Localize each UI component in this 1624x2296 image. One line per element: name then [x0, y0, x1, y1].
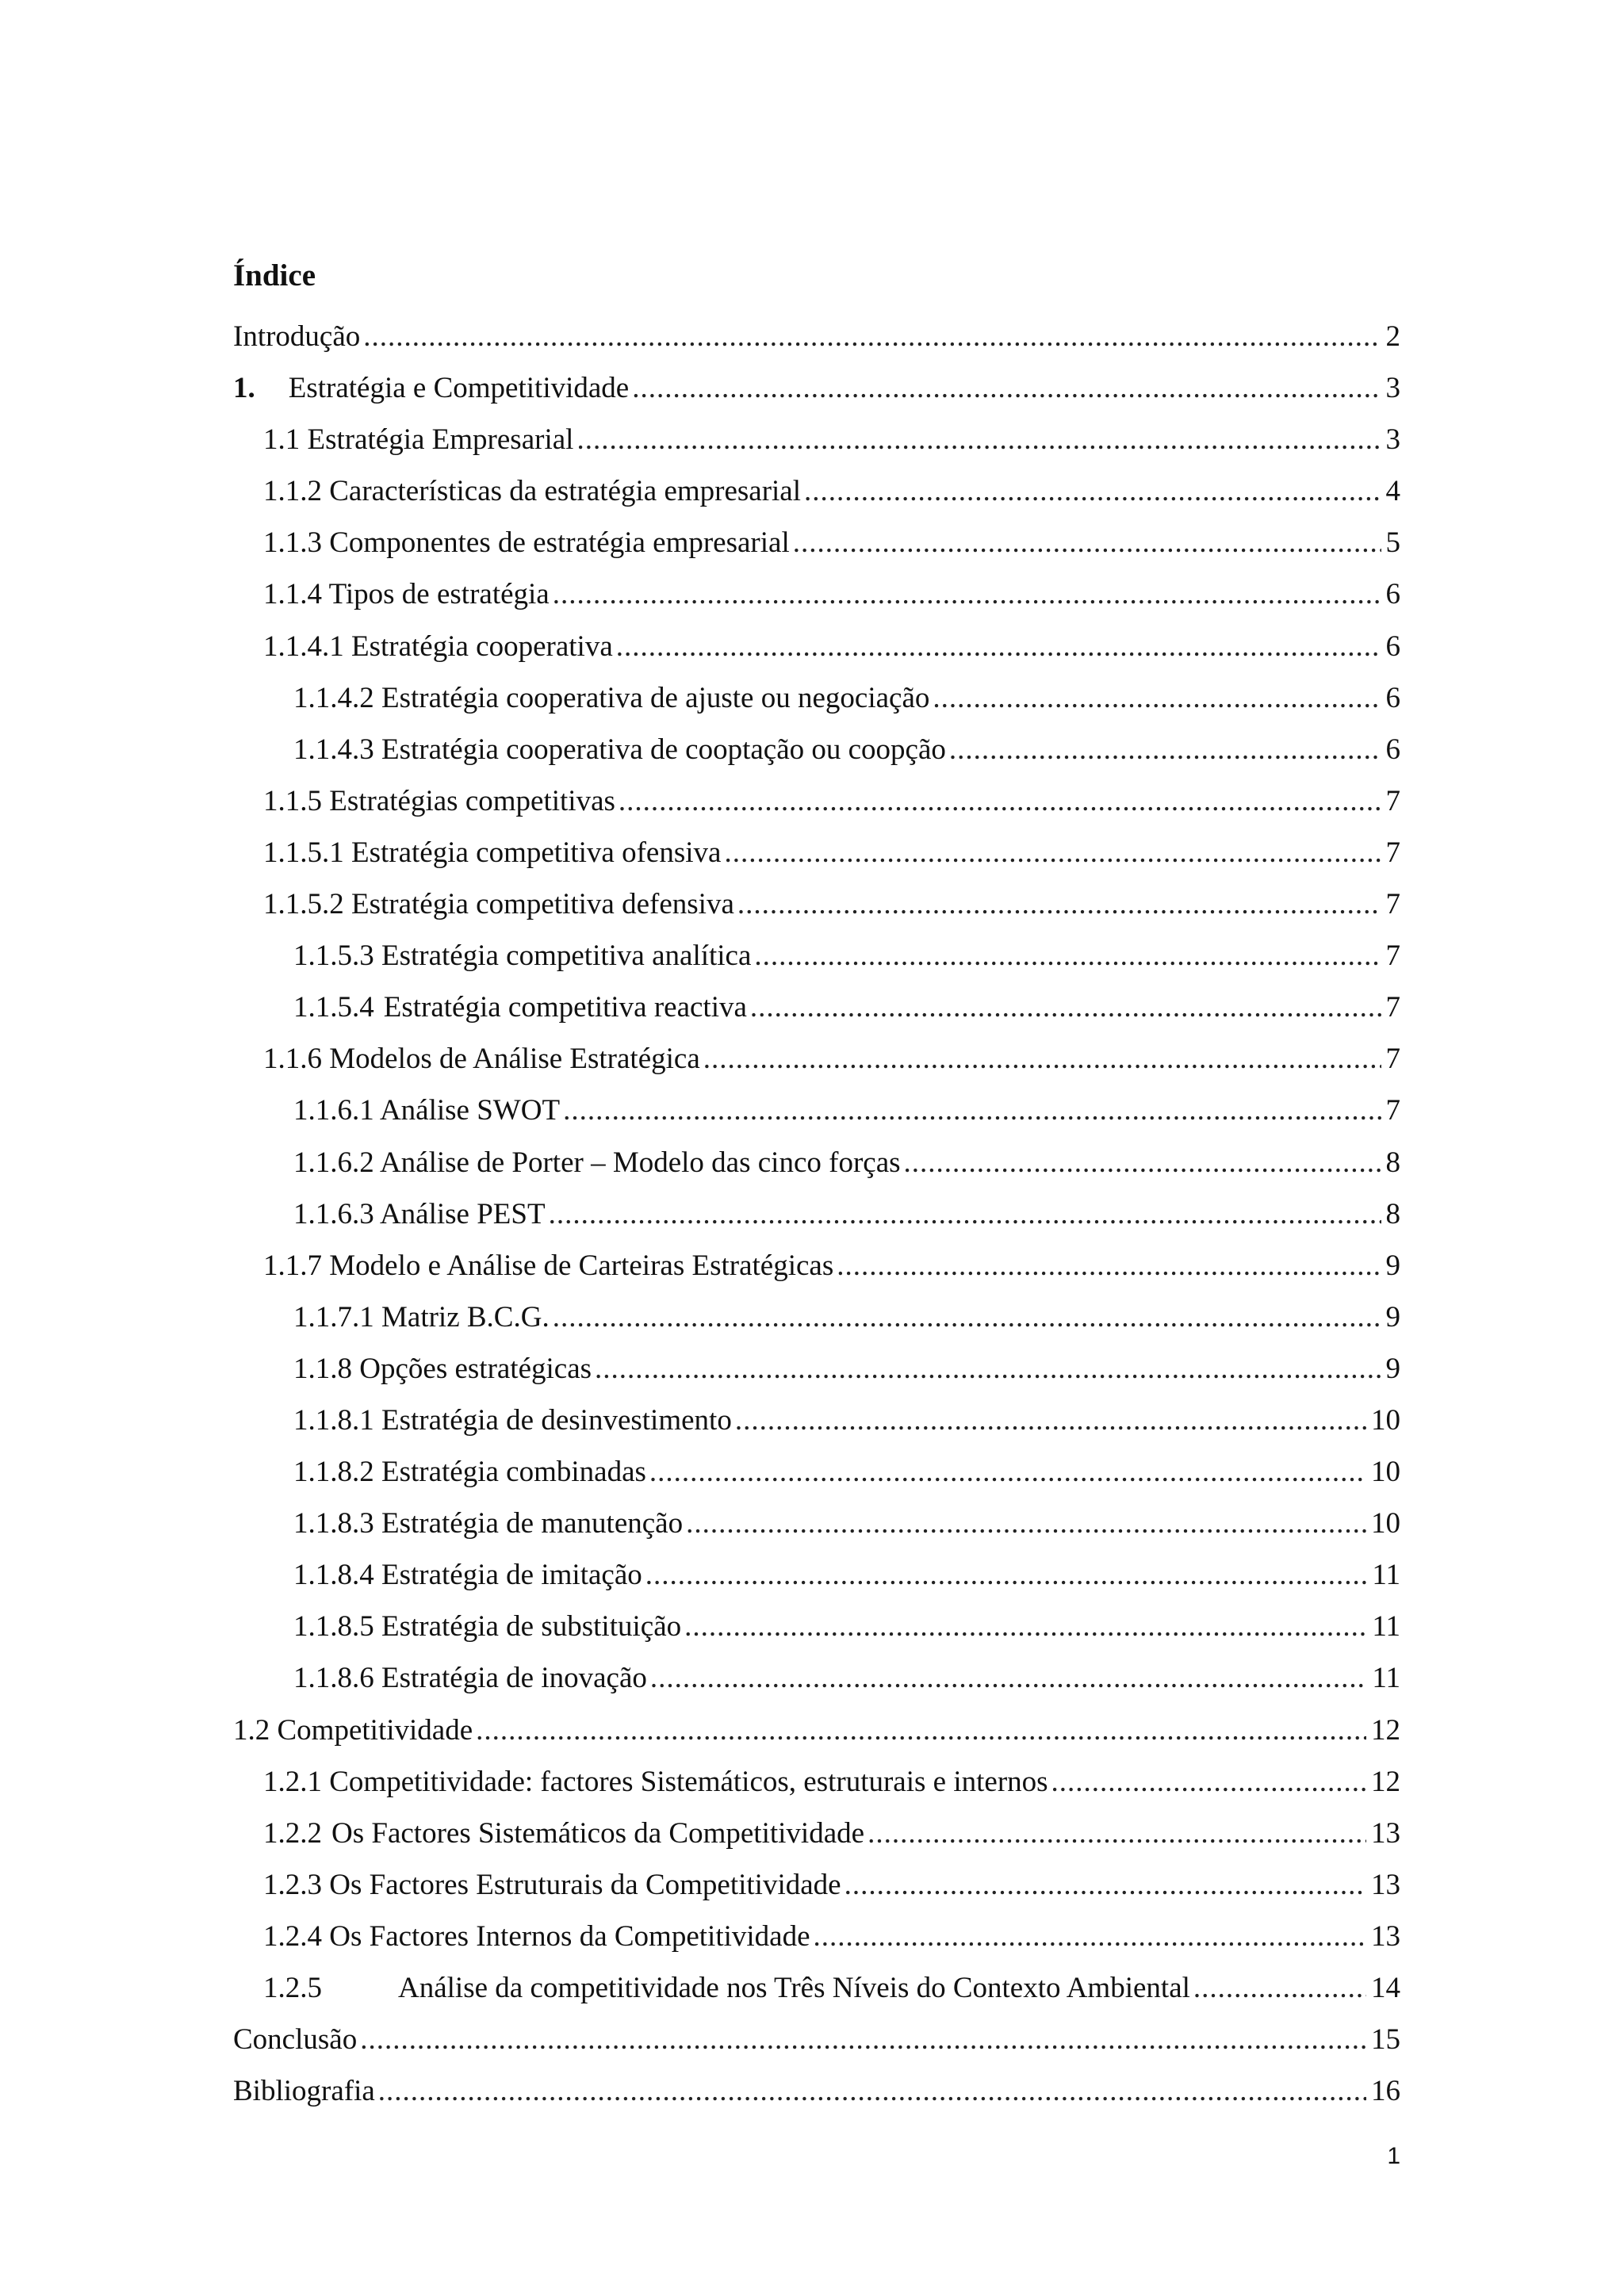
dot-leader — [904, 1137, 1381, 1188]
toc-entry-1-1-8-1[interactable] — [233, 1395, 1400, 1446]
dot-leader — [686, 1498, 1366, 1549]
toc-entry-number: 1.1.5.4 — [293, 991, 374, 1024]
dot-leader — [476, 1705, 1366, 1756]
dot-leader — [378, 2065, 1366, 2117]
toc-entry-page: 9 — [1385, 1352, 1400, 1385]
toc-entry-page: 15 — [1371, 2023, 1400, 2057]
toc-entry-1-1-8-3[interactable] — [233, 1498, 1400, 1549]
toc-entry-page: 7 — [1385, 836, 1400, 869]
toc-entry-title: 1.1.6.1 Análise SWOT — [293, 1094, 561, 1127]
toc-entry-title: 1.1.4 Tipos de estratégia — [263, 578, 550, 611]
dot-leader — [563, 1085, 1381, 1136]
toc-entry-page: 6 — [1385, 681, 1400, 714]
dot-leader — [949, 724, 1381, 775]
toc-entry-title: 1.1.6.2 Análise de Porter – Modelo das cinco forças — [293, 1146, 901, 1179]
dot-leader — [595, 1343, 1381, 1395]
toc-entry-1-1-5[interactable] — [233, 775, 1400, 827]
toc-entry-title: 1.1.4.3 Estratégia cooperativa de cooptação ou coopção — [293, 733, 946, 766]
toc-entry-1-2-3[interactable] — [233, 1859, 1400, 1911]
toc-entry-title: 1.1.5.3 Estratégia competitiva analítica — [293, 939, 752, 973]
dot-leader — [684, 1601, 1367, 1652]
dot-leader — [814, 1911, 1366, 1962]
toc-entry-page: 6 — [1385, 733, 1400, 766]
toc-entry-1-1-5-3[interactable] — [233, 930, 1400, 982]
toc-entry-1-1-8[interactable] — [233, 1343, 1400, 1395]
toc-entry-title: Conclusão — [233, 2023, 358, 2057]
toc-entry-page: 9 — [1385, 1249, 1400, 1282]
toc-entry-page: 12 — [1371, 1765, 1400, 1798]
toc-entry-page: 4 — [1385, 475, 1400, 508]
toc-entry-page: 5 — [1385, 526, 1400, 560]
toc-entry-title: 1.1.8.2 Estratégia combinadas — [293, 1456, 646, 1489]
toc-entry-title: 1.1 Estratégia Empresarial — [263, 423, 574, 457]
toc-entry-1-1-6-2[interactable] — [233, 1137, 1400, 1188]
dot-leader — [553, 568, 1381, 620]
toc-entry-page: 7 — [1385, 939, 1400, 973]
toc-entry-page: 12 — [1371, 1713, 1400, 1747]
dot-leader — [576, 414, 1381, 465]
toc-entry-title: 1.1.8.3 Estratégia de manutenção — [293, 1507, 684, 1540]
toc-entry-1-1-6[interactable] — [233, 1033, 1400, 1085]
toc-entry-page: 6 — [1385, 578, 1400, 611]
toc-entry-title: 1.1.5 Estratégias competitivas — [263, 784, 615, 817]
toc-entry-1-1-8-5[interactable] — [233, 1601, 1400, 1652]
toc-entry-title: 1.1.4.2 Estratégia cooperativa de ajuste ou negociação — [293, 681, 930, 714]
toc-entry-title: 1.1.7.1 Matriz B.C.G. — [293, 1300, 550, 1334]
toc-entry-chapter-1[interactable] — [233, 362, 1400, 414]
toc-entry-page: 7 — [1385, 888, 1400, 921]
toc-entry-page: 3 — [1385, 423, 1400, 457]
toc-entry-page: 11 — [1372, 1662, 1400, 1695]
toc-entry-title: Análise da competitividade nos Três Níveis do Contexto Ambiental — [398, 1972, 1190, 2004]
dot-leader — [845, 1859, 1366, 1911]
toc-entry-title: Introdução — [233, 320, 361, 353]
toc-entry-page: 10 — [1371, 1403, 1400, 1437]
toc-entry-1-1-5-4[interactable] — [233, 982, 1400, 1033]
page-number: 1 — [1387, 2143, 1400, 2169]
dot-leader — [703, 1033, 1381, 1085]
dot-leader — [737, 878, 1381, 930]
dot-leader — [793, 517, 1381, 568]
toc-entry-1-1-4-2[interactable] — [233, 672, 1400, 724]
toc-entry-page: 8 — [1385, 1146, 1400, 1179]
toc-entry-title: Estratégia e Competitividade — [288, 372, 630, 405]
toc-entry-1-1-5-1[interactable] — [233, 827, 1400, 878]
toc-entry-1-1-8-4[interactable] — [233, 1549, 1400, 1601]
toc-entry-page: 7 — [1385, 1043, 1400, 1076]
dot-leader — [750, 982, 1381, 1033]
dot-leader — [632, 362, 1381, 414]
toc-entry-1-2-2[interactable] — [233, 1808, 1400, 1859]
dot-leader — [868, 1808, 1366, 1859]
toc-entry-page: 3 — [1385, 372, 1400, 405]
toc-entry-1-1-4[interactable] — [233, 568, 1400, 620]
toc-entry-bibliografia[interactable] — [233, 2065, 1400, 2117]
toc-entry-title: Os Factores Sistemáticos da Competitividade — [331, 1816, 865, 1850]
toc-entry-title: 1.1.8.6 Estratégia de inovação — [293, 1662, 647, 1695]
toc-entry-1-1-5-2[interactable] — [233, 878, 1400, 930]
dot-leader — [837, 1240, 1381, 1292]
toc-entry-page: 7 — [1385, 991, 1400, 1024]
toc-entry-page: 2 — [1385, 320, 1400, 353]
toc-entry-1-2-5[interactable] — [233, 1962, 1400, 2014]
toc-entry-1-1-4-3[interactable] — [233, 724, 1400, 775]
toc-entry-page: 16 — [1371, 2075, 1400, 2108]
dot-leader — [553, 1292, 1381, 1343]
toc-entry-title: 1.2 Competitividade — [233, 1713, 473, 1747]
toc-entry-page: 7 — [1385, 1094, 1400, 1127]
toc-entry-1-1-8-6[interactable] — [233, 1652, 1400, 1704]
toc-entry-title: 1.1.8 Opções estratégicas — [293, 1352, 592, 1385]
dot-leader — [650, 1652, 1367, 1704]
dot-leader — [649, 1446, 1366, 1498]
toc-entry-1-1-2[interactable] — [233, 465, 1400, 517]
toc-entry-title: 1.2.3 Os Factores Estruturais da Competitividade — [263, 1868, 841, 1901]
toc-entry-introducao[interactable] — [233, 311, 1400, 362]
toc-entry-title: 1.1.7 Modelo e Análise de Carteiras Estratégicas — [263, 1249, 834, 1282]
toc-entry-title: 1.1.4.1 Estratégia cooperativa — [263, 629, 613, 663]
toc-entry-page: 14 — [1371, 1972, 1400, 2004]
dot-leader — [616, 621, 1381, 672]
toc-entry-conclusao[interactable] — [233, 2014, 1400, 2065]
dot-leader — [360, 2014, 1366, 2065]
toc-entry-page: 11 — [1372, 1610, 1400, 1644]
toc-entry-page: 13 — [1371, 1868, 1400, 1901]
toc-entry-page: 10 — [1371, 1507, 1400, 1540]
toc-entry-1-2[interactable] — [233, 1705, 1400, 1756]
toc-entry-title: 1.1.8.5 Estratégia de substituição — [293, 1610, 682, 1644]
toc-entry-number: 1.2.5 — [263, 1972, 322, 2004]
toc-entry-page: 10 — [1371, 1456, 1400, 1489]
toc-entry-page: 13 — [1371, 1816, 1400, 1850]
toc-entry-title: 1.1.5.2 Estratégia competitiva defensiva — [263, 888, 734, 921]
toc-entry-title: 1.1.2 Características da estratégia empresarial — [263, 475, 802, 508]
toc-entry-number: 1.2.2 — [263, 1816, 322, 1850]
toc-entry-title: 1.2.4 Os Factores Internos da Competitividade — [263, 1919, 810, 1953]
dot-leader — [735, 1395, 1366, 1446]
toc-entry-page: 13 — [1371, 1919, 1400, 1953]
toc-entry-1-1-4-1[interactable] — [233, 621, 1400, 672]
table-of-contents — [233, 311, 1400, 2117]
toc-entry-page: 7 — [1385, 784, 1400, 817]
dot-leader — [549, 1188, 1381, 1240]
dot-leader — [363, 311, 1381, 362]
toc-entry-1-1-3[interactable] — [233, 517, 1400, 568]
toc-entry-title: 1.2.1 Competitividade: factores Sistemáticos, estruturais e internos — [263, 1765, 1048, 1798]
toc-entry-1-1-8-2[interactable] — [233, 1446, 1400, 1498]
toc-entry-page: 9 — [1385, 1300, 1400, 1334]
toc-entry-page: 11 — [1372, 1559, 1400, 1592]
toc-entry-1-1-7[interactable] — [233, 1240, 1400, 1292]
toc-entry-title: 1.1.5.1 Estratégia competitiva ofensiva — [263, 836, 722, 869]
toc-entry-title: 1.1.6 Modelos de Análise Estratégica — [263, 1043, 700, 1076]
dot-leader — [724, 827, 1381, 878]
dot-leader — [1193, 1962, 1366, 2014]
toc-entry-page: 6 — [1385, 629, 1400, 663]
toc-entry-1-2-1[interactable] — [233, 1756, 1400, 1808]
toc-entry-1-2-4[interactable] — [233, 1911, 1400, 1962]
dot-leader — [1051, 1756, 1366, 1808]
toc-entry-title: 1.1.8.4 Estratégia de imitação — [293, 1559, 642, 1592]
toc-entry-1-1-6-3[interactable] — [233, 1188, 1400, 1240]
toc-entry-title: Estratégia competitiva reactiva — [383, 991, 747, 1024]
toc-entry-title: 1.1.8.1 Estratégia de desinvestimento — [293, 1403, 732, 1437]
dot-leader — [804, 465, 1381, 517]
toc-entry-1-1-7-1[interactable] — [233, 1292, 1400, 1343]
dot-leader — [619, 775, 1381, 827]
toc-entry-title: Bibliografia — [233, 2075, 375, 2108]
toc-entry-title: 1.1.6.3 Análise PEST — [293, 1197, 546, 1230]
dot-leader — [645, 1549, 1368, 1601]
toc-entry-page: 8 — [1385, 1197, 1400, 1230]
toc-entry-number: 1. — [233, 372, 255, 405]
toc-entry-1-1-6-1[interactable] — [233, 1085, 1400, 1136]
toc-entry-title: 1.1.3 Componentes de estratégia empresarial — [263, 526, 790, 560]
toc-entry-1-1[interactable] — [233, 414, 1400, 465]
dot-leader — [754, 930, 1381, 982]
dot-leader — [933, 672, 1381, 724]
page-title: Índice — [233, 258, 316, 293]
